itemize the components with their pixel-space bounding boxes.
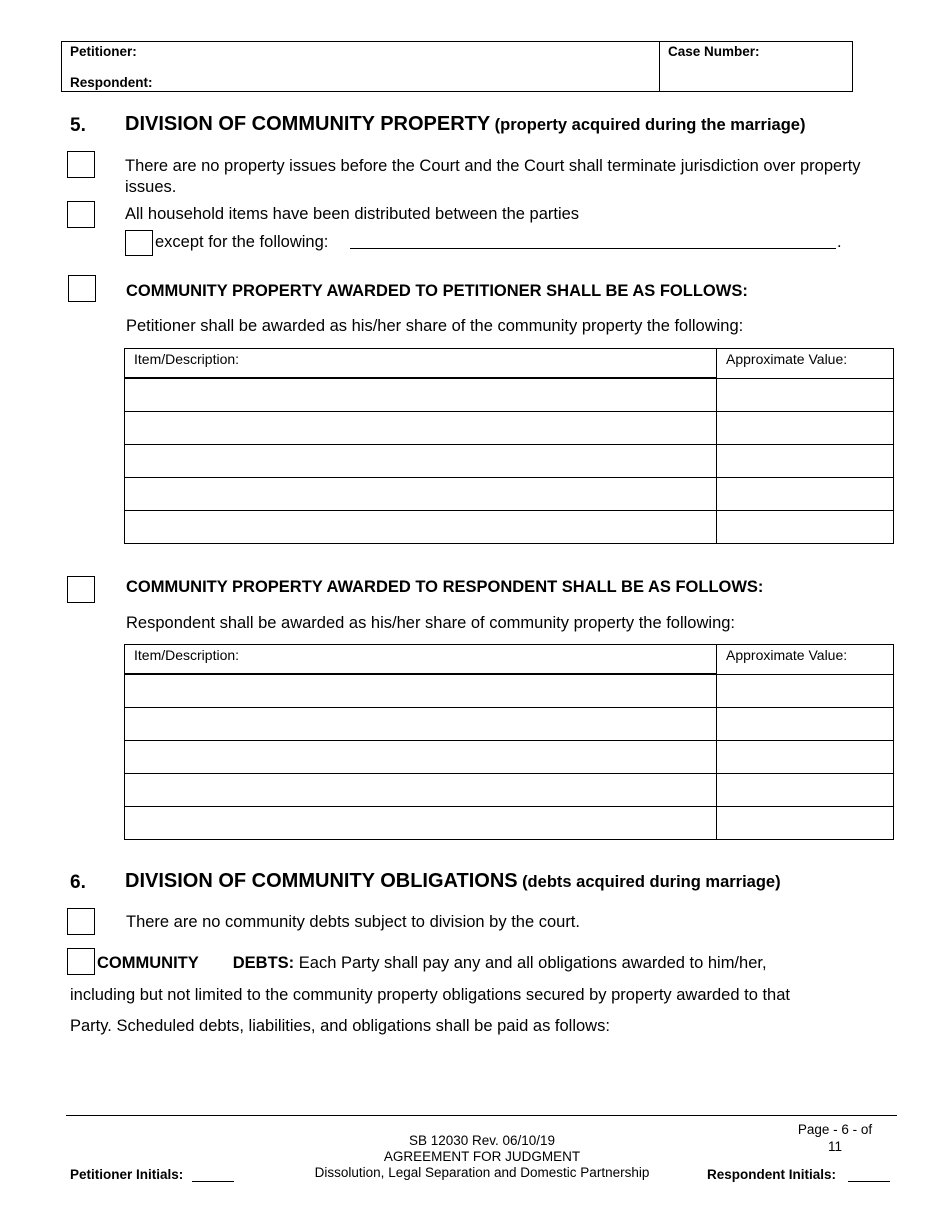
item-cell[interactable] bbox=[125, 674, 717, 708]
table-row bbox=[125, 511, 894, 544]
page-number-line-2: 11 bbox=[827, 1139, 842, 1154]
table-row bbox=[125, 378, 894, 412]
petitioner-property-table bbox=[124, 348, 894, 544]
community-debts-line-3: Party. Scheduled debts, liabilities, and obligations shall be paid as follows: bbox=[70, 1017, 610, 1035]
value-cell[interactable] bbox=[717, 378, 894, 412]
household-items-text: All household items have been distributed between the parties bbox=[125, 205, 580, 223]
household-items-checkbox[interactable] bbox=[67, 201, 95, 228]
petitioner-award-heading: COMMUNITY PROPERTY AWARDED TO PETITIONER SHALL BE AS FOLLOWS: bbox=[126, 282, 748, 300]
case-header-table bbox=[61, 41, 853, 92]
value-cell[interactable] bbox=[717, 674, 894, 708]
item-cell[interactable] bbox=[125, 708, 717, 741]
table-row bbox=[125, 478, 894, 511]
section-6-title: DIVISION OF COMMUNITY OBLIGATIONS bbox=[125, 870, 518, 892]
table-header-row bbox=[125, 645, 894, 675]
petitioner-award-checkbox[interactable] bbox=[68, 275, 96, 302]
section-5-number: 5. bbox=[70, 115, 86, 136]
form-subtitle: Dissolution, Legal Separation and Domestic Partnership bbox=[314, 1165, 650, 1180]
section-5-heading bbox=[125, 113, 805, 136]
respondent-award-intro: Respondent shall be awarded as his/her share of community property the following: bbox=[126, 614, 736, 632]
community-debts-line-1 bbox=[97, 953, 767, 974]
form-number: SB 12030 Rev. 06/10/19 bbox=[408, 1133, 556, 1148]
except-fill-line[interactable] bbox=[350, 248, 836, 249]
community-debts-line-2: including but not limited to the community property obligations secured by property awarded to that bbox=[70, 986, 790, 1004]
section-6-number: 6. bbox=[70, 872, 86, 893]
no-debts-checkbox[interactable] bbox=[67, 908, 95, 935]
column-header-value: Approximate Value: bbox=[717, 645, 894, 675]
value-cell[interactable] bbox=[717, 708, 894, 741]
value-cell[interactable] bbox=[717, 807, 894, 840]
except-checkbox[interactable] bbox=[125, 230, 153, 256]
no-property-issues-checkbox[interactable] bbox=[67, 151, 95, 178]
community-debts-label-2: DEBTS: bbox=[232, 954, 295, 972]
respondent-property-table bbox=[124, 644, 894, 840]
petitioner-label: Petitioner: bbox=[70, 44, 137, 59]
petitioner-award-intro: Petitioner shall be awarded as his/her share of the community property the following: bbox=[126, 317, 744, 335]
value-cell[interactable] bbox=[717, 741, 894, 774]
respondent-award-checkbox[interactable] bbox=[67, 576, 95, 603]
column-header-item: Item/Description: bbox=[125, 349, 717, 379]
no-debts-text: There are no community debts subject to division by the court. bbox=[126, 913, 580, 931]
table-row bbox=[125, 412, 894, 445]
item-cell[interactable] bbox=[125, 511, 717, 544]
respondent-initials-label: Respondent Initials: bbox=[707, 1167, 837, 1182]
petitioner-initials-field[interactable] bbox=[192, 1181, 234, 1182]
community-debts-text-1: Each Party shall pay any and all obligations awarded to him/her, bbox=[298, 954, 767, 972]
value-cell[interactable] bbox=[717, 445, 894, 478]
table-row bbox=[125, 774, 894, 807]
page-number-line-1: Page - 6 - of bbox=[797, 1122, 873, 1137]
table-header-row bbox=[125, 349, 894, 379]
page-number bbox=[790, 1121, 880, 1155]
column-header-value: Approximate Value: bbox=[717, 349, 894, 379]
item-cell[interactable] bbox=[125, 807, 717, 840]
table-row bbox=[125, 741, 894, 774]
no-property-issues-text: There are no property issues before the Court and the Court shall terminate jurisdiction over property issues. bbox=[125, 157, 861, 196]
value-cell[interactable] bbox=[717, 511, 894, 544]
item-cell[interactable] bbox=[125, 378, 717, 412]
respondent-label: Respondent: bbox=[70, 75, 153, 90]
respondent-initials-field[interactable] bbox=[848, 1181, 890, 1182]
item-cell[interactable] bbox=[125, 478, 717, 511]
table-row bbox=[125, 674, 894, 708]
item-cell[interactable] bbox=[125, 412, 717, 445]
footer-divider bbox=[66, 1115, 897, 1116]
column-header-item: Item/Description: bbox=[125, 645, 717, 675]
header-divider bbox=[659, 42, 660, 91]
petitioner-initials-label: Petitioner Initials: bbox=[70, 1167, 184, 1182]
table-row bbox=[125, 445, 894, 478]
value-cell[interactable] bbox=[717, 478, 894, 511]
community-debts-checkbox[interactable] bbox=[67, 948, 95, 975]
section-5-title: DIVISION OF COMMUNITY PROPERTY bbox=[125, 113, 491, 135]
item-cell[interactable] bbox=[125, 445, 717, 478]
respondent-award-heading: COMMUNITY PROPERTY AWARDED TO RESPONDENT SHALL BE AS FOLLOWS: bbox=[126, 578, 764, 596]
case-number-label: Case Number: bbox=[668, 44, 760, 59]
table-row bbox=[125, 807, 894, 840]
except-end-period: . bbox=[837, 233, 842, 251]
section-5-subtitle: (property acquired during the marriage) bbox=[494, 116, 806, 134]
form-title: AGREEMENT FOR JUDGMENT bbox=[383, 1149, 581, 1164]
section-6-subtitle: (debts acquired during marriage) bbox=[522, 873, 781, 891]
community-debts-label-1: COMMUNITY bbox=[97, 954, 199, 972]
item-cell[interactable] bbox=[125, 774, 717, 807]
value-cell[interactable] bbox=[717, 774, 894, 807]
except-text: except for the following: bbox=[155, 233, 329, 251]
item-cell[interactable] bbox=[125, 741, 717, 774]
section-6-heading bbox=[125, 870, 781, 893]
table-row bbox=[125, 708, 894, 741]
form-info bbox=[282, 1133, 682, 1181]
value-cell[interactable] bbox=[717, 412, 894, 445]
